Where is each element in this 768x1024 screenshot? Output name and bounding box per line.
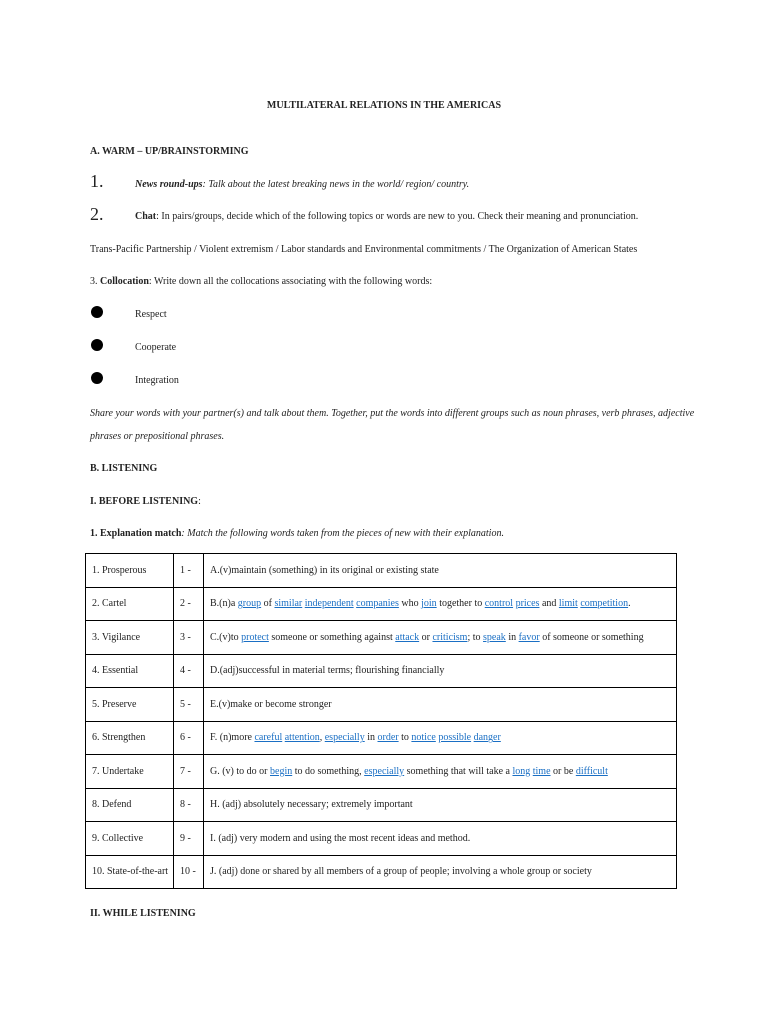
definition-text: someone or something against <box>268 631 396 643</box>
term-cell: 4. Essential <box>86 654 174 688</box>
term-cell: 2. Cartel <box>86 587 174 621</box>
dictionary-link[interactable]: possible <box>438 732 472 744</box>
page-title: MULTILATERAL RELATIONS IN THE AMERICAS <box>266 100 502 111</box>
term-cell: 7. Undertake <box>86 755 174 789</box>
definition-cell <box>204 855 677 889</box>
definition-text: of <box>261 598 275 610</box>
before-listening-colon: : <box>198 496 201 507</box>
bullet-icon <box>91 372 103 384</box>
dictionary-link[interactable]: control <box>484 598 514 610</box>
explanation-match-text: : Match the following words taken from the pieces of new with their explanation. <box>181 528 504 539</box>
definition-text: , <box>319 732 325 744</box>
dictionary-link[interactable]: independent <box>304 598 354 610</box>
dictionary-link[interactable]: favor <box>518 631 540 643</box>
dictionary-link[interactable]: careful <box>254 732 283 744</box>
dictionary-link[interactable]: companies <box>356 598 399 610</box>
word-respect: Respect <box>135 309 167 320</box>
table-row <box>86 688 677 722</box>
explanation-match-table <box>85 553 677 889</box>
definition-text: H. (adj) absolutely necessary; extremely important <box>210 799 413 811</box>
dictionary-link[interactable]: long <box>512 765 531 777</box>
table-row <box>86 554 677 588</box>
term-cell: 8. Defend <box>86 788 174 822</box>
answer-number-cell: 10 - <box>174 855 204 889</box>
dictionary-link[interactable]: speak <box>483 631 506 643</box>
answer-number-cell: 2 - <box>174 587 204 621</box>
dictionary-link[interactable]: join <box>421 598 437 610</box>
item-1-line <box>135 179 469 190</box>
definition-text: I. (adj) very modern and using the most recent ideas and method. <box>210 832 471 844</box>
item-1-number: 1. <box>90 171 104 191</box>
dictionary-link[interactable]: attack <box>395 631 420 643</box>
term-cell: 6. Strengthen <box>86 721 174 755</box>
chat-text: : In pairs/groups, decide which of the following topics or words are new to you. Check their meaning and pronunciation. <box>156 211 639 222</box>
definition-text: J. (adj) done or shared by all members of a group of people; involving a whole group or society <box>210 866 592 878</box>
news-roundups-text: : Talk about the latest breaking news in the world/ region/ country. <box>202 179 470 190</box>
definition-cell <box>204 554 677 588</box>
answer-number-cell: 4 - <box>174 654 204 688</box>
answer-number-cell: 6 - <box>174 721 204 755</box>
item-3-line <box>90 276 432 287</box>
answer-number-cell: 8 - <box>174 788 204 822</box>
answer-number-cell: 7 - <box>174 755 204 789</box>
dictionary-link[interactable]: criticism <box>432 631 468 643</box>
definition-text: C.(v)to <box>210 631 242 643</box>
dictionary-link[interactable]: notice <box>411 732 436 744</box>
share-instruction-line-2: phrases or prepositional phrases. <box>90 431 225 442</box>
dictionary-link[interactable]: difficult <box>575 765 608 777</box>
bullet-icon <box>91 306 103 318</box>
section-a-heading: A. WARM – UP/BRAINSTORMING <box>90 146 249 157</box>
while-listening-heading: II. WHILE LISTENING <box>90 908 196 919</box>
dictionary-link[interactable]: especially <box>364 765 405 777</box>
definition-text: . <box>628 598 631 610</box>
table-row <box>86 755 677 789</box>
section-b-heading: B. LISTENING <box>90 463 158 474</box>
definition-text: together to <box>436 598 485 610</box>
term-cell: 1. Prosperous <box>86 554 174 588</box>
answer-number-cell: 3 - <box>174 621 204 655</box>
definition-text: G. (v) to do or <box>210 765 270 777</box>
definition-cell <box>204 688 677 722</box>
collocation-label: Collocation <box>100 276 149 287</box>
term-cell: 3. Vigilance <box>86 621 174 655</box>
definition-text: D.(adj)successful in material terms; flourishing financially <box>210 665 445 677</box>
table-row <box>86 822 677 856</box>
table-row <box>86 855 677 889</box>
dictionary-link[interactable]: begin <box>270 765 293 777</box>
definition-text: of someone or something <box>539 631 644 643</box>
item-3-number: 3. <box>90 276 100 287</box>
word-cooperate: Cooperate <box>135 342 177 353</box>
term-cell: 10. State-of-the-art <box>86 855 174 889</box>
table-row <box>86 788 677 822</box>
definition-text: F. (n)more <box>210 732 255 744</box>
definition-cell <box>204 654 677 688</box>
dictionary-link[interactable]: attention <box>284 732 320 744</box>
definition-text: in <box>364 732 378 744</box>
term-cell: 5. Preserve <box>86 688 174 722</box>
topics-line: Trans-Pacific Partnership / Violent extremism / Labor standards and Environmental commitments / The Organization of American States <box>90 244 638 255</box>
dictionary-link[interactable]: especially <box>324 732 365 744</box>
word-integration: Integration <box>135 375 179 386</box>
dictionary-link[interactable]: danger <box>473 732 501 744</box>
share-instruction-line-1: Share your words with your partner(s) and talk about them. Together, put the words into different groups such as noun phrases, verb phrases, adjective <box>90 408 695 419</box>
definition-text: something that will take a <box>404 765 513 777</box>
definition-text: or be <box>550 765 576 777</box>
before-listening-heading <box>90 496 201 507</box>
table-row <box>86 621 677 655</box>
definition-text: A.(v)maintain (something) in its original or existing state <box>210 564 439 576</box>
definition-cell <box>204 788 677 822</box>
definition-text: B.(n)a <box>210 598 238 610</box>
dictionary-link[interactable]: limit <box>558 598 578 610</box>
dictionary-link[interactable]: prices <box>515 598 540 610</box>
dictionary-link[interactable]: similar <box>274 598 303 610</box>
answer-number-cell: 9 - <box>174 822 204 856</box>
item-2-line <box>135 211 638 222</box>
answer-number-cell: 5 - <box>174 688 204 722</box>
dictionary-link[interactable]: protect <box>241 631 269 643</box>
definition-text: or <box>419 631 433 643</box>
collocation-text: : Write down all the collocations associating with the following words: <box>148 276 433 287</box>
news-roundups-label: News round-ups <box>135 179 203 190</box>
definition-cell <box>204 822 677 856</box>
term-cell: 9. Collective <box>86 822 174 856</box>
explanation-match-label: 1. Explanation match <box>90 528 182 539</box>
dictionary-link[interactable]: time <box>532 765 551 777</box>
table-row <box>86 587 677 621</box>
definition-text: and <box>539 598 559 610</box>
table-row <box>86 654 677 688</box>
dictionary-link[interactable]: group <box>237 598 262 610</box>
chat-label: Chat <box>135 211 157 222</box>
explanation-match-line <box>90 528 504 539</box>
definition-text: ; to <box>467 631 484 643</box>
definition-cell <box>204 721 677 755</box>
definition-text: who <box>398 598 422 610</box>
definition-text: to <box>398 732 412 744</box>
definition-cell <box>204 587 677 621</box>
table-row <box>86 721 677 755</box>
answer-number-cell: 1 - <box>174 554 204 588</box>
definition-cell <box>204 621 677 655</box>
definition-text: E.(v)make or become stronger <box>210 698 332 710</box>
definition-text: in <box>505 631 519 643</box>
definition-cell <box>204 755 677 789</box>
dictionary-link[interactable]: competition <box>580 598 629 610</box>
before-listening-label: I. BEFORE LISTENING <box>90 496 199 507</box>
item-2-number: 2. <box>90 204 104 224</box>
definition-text: to do something, <box>292 765 365 777</box>
dictionary-link[interactable]: order <box>377 732 399 744</box>
bullet-icon <box>91 339 103 351</box>
